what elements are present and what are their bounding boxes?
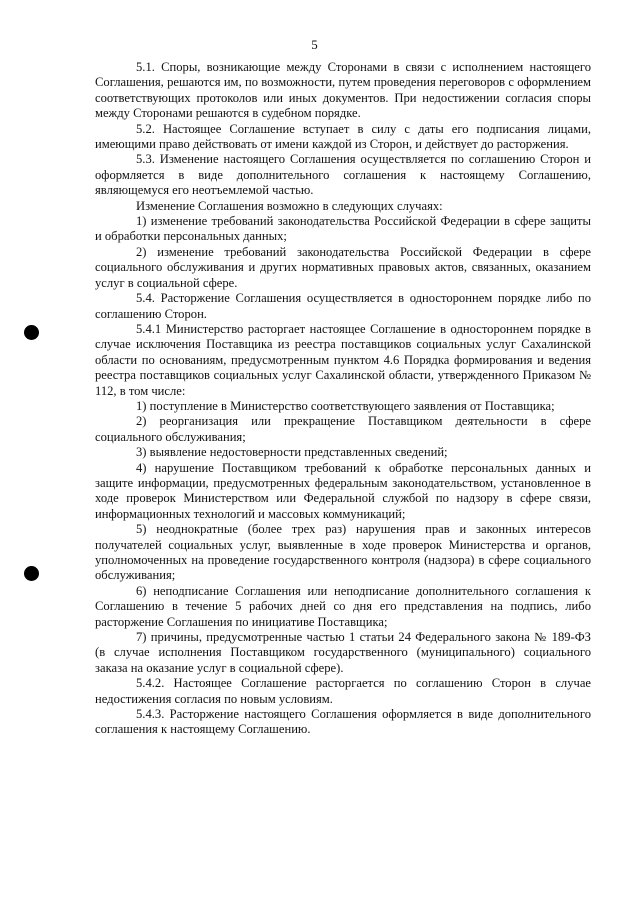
paragraph-5-4-2: 5.4.2. Настоящее Соглашение расторгается по соглашению Сторон в случае недостижения согласия по новым условиям. [95, 676, 591, 706]
paragraph-amendment-cases: Изменение Соглашения возможно в следующих случаях: [136, 198, 443, 213]
list-item-amendment-2: 2) изменение требований законодательства Российской Федерации в сфере социального обслуживания и других нормативных правовых актов, связанных, оказанием услуг в социальной сфере. [95, 244, 591, 290]
list-item-termination-3: 3) выявление недостоверности представленных сведений; [136, 445, 448, 460]
document-body [95, 60, 591, 738]
list-item-termination-7: 7) причины, предусмотренные частью 1 статьи 24 Федерального закона № 189-ФЗ (в случае исполнения Поставщиком государственного (муниципального) социального заказа на оказание услуг в социальной сфере). [95, 630, 591, 675]
list-item-amendment-1: 1) изменение требований законодательства Российской Федерации в сфере защиты и обработки персональных данных; [95, 214, 591, 244]
list-item-termination-2: 2) реорганизация или прекращение Поставщиком деятельности в сфере социального обслуживания; [95, 414, 591, 444]
page-number: 5 [311, 37, 318, 52]
punch-hole-mark [24, 325, 39, 340]
list-item-termination-6: 6) неподписание Соглашения или неподписание дополнительного соглашения к Соглашению в течение 5 рабочих дней со дня его представления на подпись, либо расторжение Соглашения по инициативе Поставщика; [95, 583, 591, 629]
punch-hole-mark [24, 566, 39, 581]
paragraph-5-2: 5.2. Настоящее Соглашение вступает в силу с даты его подписания лицами, имеющими право действовать от имени каждой из Сторон, и действует до расторжения. [95, 121, 591, 152]
paragraph-5-4: 5.4. Расторжение Соглашения осуществляется в одностороннем порядке либо по соглашению Сторон. [95, 291, 591, 321]
list-item-termination-5: 5) неоднократные (более трех раз) нарушения прав и законных интересов получателей социальных услуг, выявленные в ходе проверок Министерства и органов, уполномоченных на проведение государственного контроля (надзора) в сфере социального обслуживания; [95, 522, 591, 583]
paragraph-5-4-3: 5.4.3. Расторжение настоящего Соглашения оформляется в виде дополнительного соглашения к настоящему Соглашению. [95, 707, 591, 737]
paragraph-5-3: 5.3. Изменение настоящего Соглашения осуществляется по соглашению Сторон и оформляется в виде дополнительного соглашения к настоящему Соглашению, являющемуся его неотъемлемой частью. [95, 152, 591, 198]
paragraph-5-4-1: 5.4.1 Министерство расторгает настоящее Соглашение в одностороннем порядке в случае исключения Поставщика из реестра поставщиков социальных услуг Сахалинской области по основаниям, предусмотренным пунктом 4.6 Порядка формирования и ведения реестра поставщиков социальных услуг Сахалинской области, утвержденного Приказом № 112, в том числе: [95, 321, 591, 398]
list-item-termination-4: 4) нарушение Поставщиком требований к обработке персональных данных и защите информации, предусмотренных федеральным законодательством, установленное в ходе проверок Министерством или Федеральной службой по надзору в сфере связи, информационных технологий и массовых коммуникаций; [95, 460, 591, 521]
paragraph-5-1: 5.1. Споры, возникающие между Сторонами в связи с исполнением настоящего Соглашения, решаются им, по возможности, путем проведения переговоров с оформлением соответствующих протоколов или иных документов. При недостижении согласия споры между Сторонами решаются в судебном порядке. [95, 60, 591, 121]
list-item-termination-1: 1) поступление в Министерство соответствующего заявления от Поставщика; [136, 398, 555, 413]
